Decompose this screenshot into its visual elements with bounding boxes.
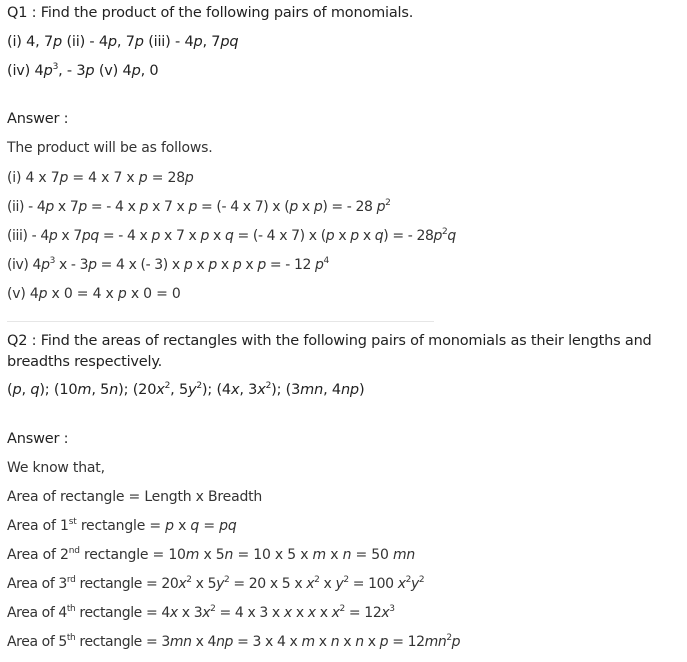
q1-intro: The product will be as follows. [7, 140, 213, 156]
q1-parts-line-1: (i) 4, 7p (ii) - 4p, 7p (iii) - 4p, 7pq [7, 34, 239, 50]
q1-answer-label: Answer : [7, 111, 69, 127]
q2-area-3: Area of 3rd rectangle = $20x^2$ x $5y^2 = 20$ x 5 x $x^2$ x $y^2 = 100$ $x^2y^2$ [7, 575, 425, 592]
q1-question: Q1 : Find the product of the following pairs of monomials. [7, 5, 414, 21]
q1-line-v: (v) 4p x 0 = 4 x p x 0 = 0 [7, 286, 181, 302]
q1-line-ii: (ii) - 4p x 7p = - 4 x p x 7 x p = (- 4 x 7) x (p x p) = - 28 $p^2$ [7, 198, 391, 215]
q2-area-4: Area of 4th rectangle = 4x x $3x^2 = 4$ x 3 x x x x x $x^2 = 12x^3$ [7, 604, 395, 621]
q2-question-line-2: breadths respectively. [7, 354, 163, 370]
q2-answer-label: Answer : [7, 431, 69, 447]
q2-area-2: Area of 2nd rectangle = 10m x 5n = 10 x 5 x m x n = 50 mn [7, 546, 416, 563]
q2-pairs: (p, q); (10m, 5n); ($20x^2$, $5y^2$); (4x, $3x^2$); (3mn, 4np) [7, 381, 365, 398]
q2-intro: We know that, [7, 460, 105, 476]
q1-line-iii: (iii) - 4p x 7pq = - 4 x p x 7 x p x q = (- 4 x 7) x (p x p x q) = - $28p^2q$ [7, 227, 456, 244]
q2-area-5: Area of 5th rectangle = 3mn x 4np = 3 x 4 x m x n x n x $p = 12mn^2p$ [7, 633, 461, 650]
q1-parts-line-2: (iv) $4p^3$, - 3p (v) 4p, 0 [7, 62, 159, 79]
q1-line-iv: (iv) $4p^3$ x - 3p = 4 x (- 3) x p x p x p x p = - 12 $p^4$ [7, 256, 329, 273]
q2-formula: Area of rectangle = Length x Breadth [7, 489, 263, 505]
section-divider [7, 321, 434, 322]
q2-question-line-1: Q2 : Find the areas of rectangles with the following pairs of monomials as their lengths and [7, 333, 652, 349]
q1-line-i: (i) 4 x 7p = 4 x 7 x p = 28p [7, 170, 194, 186]
q2-area-1: Area of 1st rectangle = p x q = pq [7, 517, 237, 534]
